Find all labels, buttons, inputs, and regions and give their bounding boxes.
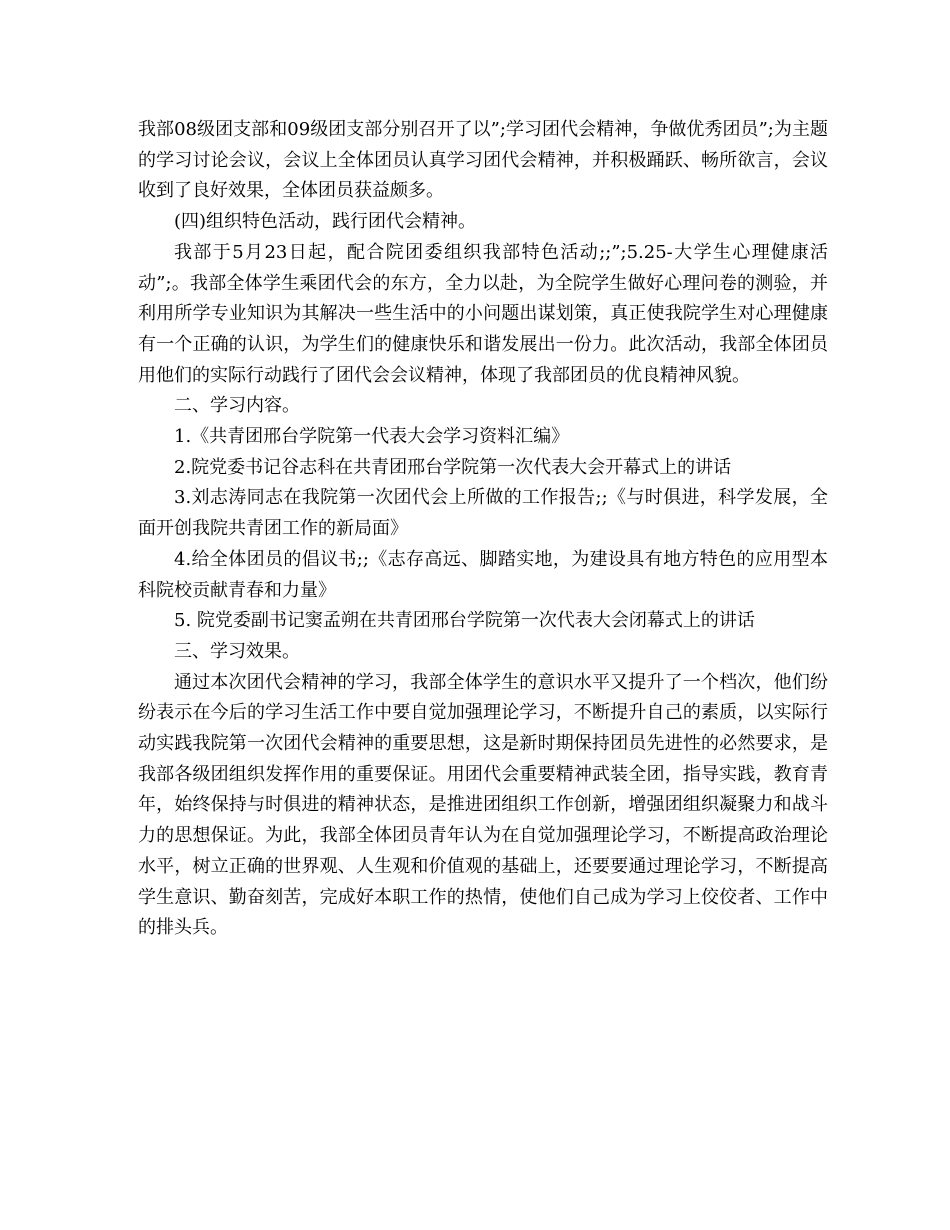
paragraph-3: 通过本次团代会精神的学习，我部全体学生的意识水平又提升了一个档次，他们纷纷表示在今后的学习生活工作中要自觉加强理论学习，不断提升自己的素质，以实际行动实践我院第一次团代会精神的重要思想，这是新时期保持团员先进性的必然要求，是我部各级团组织发挥作用的重要保证。用团代会重要精神武装全团，指导实践，教育青年，始终保持与时俱进的精神状态，是推进团组织工作创新，增强团组织凝聚力和战斗力的思想保证。为此，我部全体团员青年认为在自觉加强理论学习，不断提高政治理论水平，树立正确的世界观、人生观和价值观的基础上，还要要通过理论学习，不断提高学生意识、勤奋刻苦，完成好本职工作的热情，使他们自己成为学习上佼佼者、工作中的排头兵。 [138, 671, 828, 939]
paragraph-1: 我部08级团支部和09级团支部分别召开了以”;学习团代会精神，争做优秀团员”;为主题的学习讨论会议，会议上全体团员认真学习团代会精神，并积极踊跃、畅所欲言，会议收到了良好效果，全体团员获益颇多。 [138, 119, 828, 202]
list-item-3: 3.刘志涛同志在我院第一次团代会上所做的工作报告;;《与时俱进，科学发展，全面开创我院共青团工作的新局面》 [138, 487, 828, 540]
section-heading-study-effect: 三、学习效果。 [174, 640, 300, 662]
list-item-2: 2.院党委书记谷志科在共青团邢台学院第一次代表大会开幕式上的讲话 [174, 456, 732, 478]
list-item-4: 4.给全体团员的倡议书;;《志存高远、脚踏实地，为建设具有地方特色的应用型本科院校贡献青春和力量》 [138, 548, 828, 601]
document-body [138, 115, 828, 944]
list-item-5: 5. 院党委副书记窦孟朔在共青团邢台学院第一次代表大会闭幕式上的讲话 [174, 610, 755, 632]
paragraph-2: 我部于5月23日起，配合院团委组织我部特色活动;;”;5.25-大学生心理健康活动”;。我部全体学生乘团代会的东方，全力以赴，为全院学生做好心理问卷的测验，并利用所学专业知识为其解决一些生活中的小问题出谋划策，真正使我院学生对心理健康有一个正确的认识，为学生们的健康快乐和谐发展出一份力。此次活动，我部全体团员用他们的实际行动践行了团代会会议精神，体现了我部团员的优良精神风貌。 [138, 241, 828, 386]
list-item-1: 1.《共青团邢台学院第一代表大会学习资料汇编》 [174, 426, 570, 448]
section-heading-study-content: 二、学习内容。 [174, 395, 300, 417]
section-heading-4: (四)组织特色活动，践行团代会精神。 [174, 211, 477, 233]
